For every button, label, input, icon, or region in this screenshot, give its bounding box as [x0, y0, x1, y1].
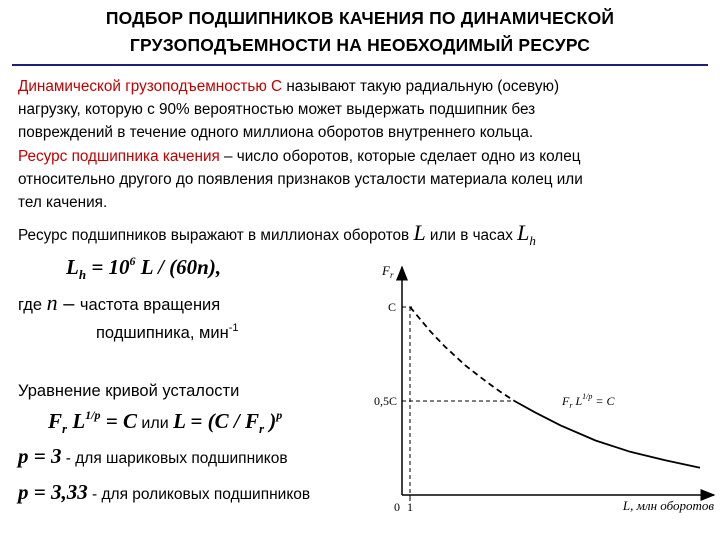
origin-label: 0	[394, 500, 400, 514]
definition-capacity-line-3: повреждений в течение одного миллиона оборотов внутреннего кольца.	[18, 124, 534, 141]
title-divider	[12, 64, 708, 66]
formula-lh-mid: = 10	[86, 255, 130, 279]
p-roller-value: p = 3,33	[18, 480, 88, 504]
formula-lh-rhs: L / (60n),	[135, 255, 222, 279]
p-roller-text: - для роликовых подшипников	[87, 486, 311, 503]
p-ball-value: p = 3	[18, 444, 62, 468]
where-unit-line	[96, 322, 238, 346]
resource-units-line	[18, 222, 536, 247]
resource-hours-text: или в часах	[425, 227, 518, 244]
fatigue-l-exp: 1/p	[85, 408, 101, 422]
fatigue-equation	[48, 409, 282, 434]
resource-units-text: Ресурс подшипников выражают в миллионах оборотов	[18, 227, 414, 244]
formula-lh	[66, 255, 221, 280]
definition-resource-line-3: тел качения.	[18, 194, 108, 211]
x-origin-tick-label: 1	[407, 500, 413, 514]
p-ball-text: - для шариковых подшипников	[61, 450, 288, 467]
definition-resource-line-1	[18, 146, 580, 168]
fatigue-or: или	[136, 415, 174, 432]
fatigue-alt: L = (C / F	[173, 409, 259, 433]
capacity-term: Динамической грузоподъемностью С	[18, 78, 283, 95]
where-dash: –	[57, 293, 80, 315]
symbol-lh-sub: h	[529, 233, 536, 248]
x-axis-label: L, млн оборотов	[622, 498, 714, 513]
fatigue-f-sub: r	[62, 421, 68, 436]
definition-capacity-line-2: нагрузку, которую с 90% вероятностью может выдержать подшипник без	[18, 101, 536, 118]
p-ball-line	[18, 444, 288, 469]
fatigue-eq: = C	[100, 409, 137, 433]
formula-lh-lhs: L	[66, 255, 79, 279]
fatigue-alt-exp: p	[276, 408, 283, 422]
fatigue-label: Уравнение кривой усталости	[18, 382, 240, 400]
definition-capacity-line-1	[18, 76, 559, 98]
where-prefix: где	[18, 296, 47, 314]
curve-dashed-segment	[410, 307, 515, 401]
where-unit-exp: -1	[228, 322, 239, 334]
resource-term: Ресурс подшипника качения	[18, 148, 220, 165]
where-text: частота вращения	[79, 296, 221, 314]
where-symbol-n: n	[46, 290, 58, 315]
p-roller-line	[18, 480, 310, 505]
fatigue-f: F	[48, 409, 63, 433]
page-title-line-1: ПОДБОР ПОДШИПНИКОВ КАЧЕНИЯ ПО ДИНАМИЧЕСКОЙ	[105, 8, 615, 28]
page-title-line-2: ГРУЗОПОДЪЕМНОСТИ НА НЕОБХОДИМЫЙ РЕСУРС	[129, 35, 591, 55]
y-tick-c: C	[387, 300, 396, 314]
fatigue-alt-end: )	[264, 409, 277, 433]
y-axis-label: $F_r$	[382, 263, 394, 280]
formula-lh-sub: h	[78, 267, 87, 282]
symbol-lh: L	[517, 220, 530, 245]
y-tick-half-c: 0,5C	[373, 394, 397, 408]
resource-text: – число оборотов, которые сделает одно из колец	[219, 148, 581, 165]
fatigue-l: L	[67, 409, 86, 433]
capacity-text: называют такую радиальную (осевую)	[282, 78, 560, 95]
symbol-l: L	[413, 220, 426, 245]
fatigue-curve-chart	[360, 255, 718, 527]
formula-lh-exp: 6	[129, 254, 136, 268]
definition-resource-line-2: относительно другого до появления признаков усталости материала колец или	[18, 171, 583, 188]
curve-equation-label: $F_r$ $L^{1/p} = C$	[562, 392, 615, 410]
where-unit: подшипника, мин	[96, 324, 229, 342]
fatigue-alt-sub: r	[258, 421, 265, 436]
where-n-line	[18, 292, 220, 316]
curve-solid-segment	[515, 401, 701, 468]
